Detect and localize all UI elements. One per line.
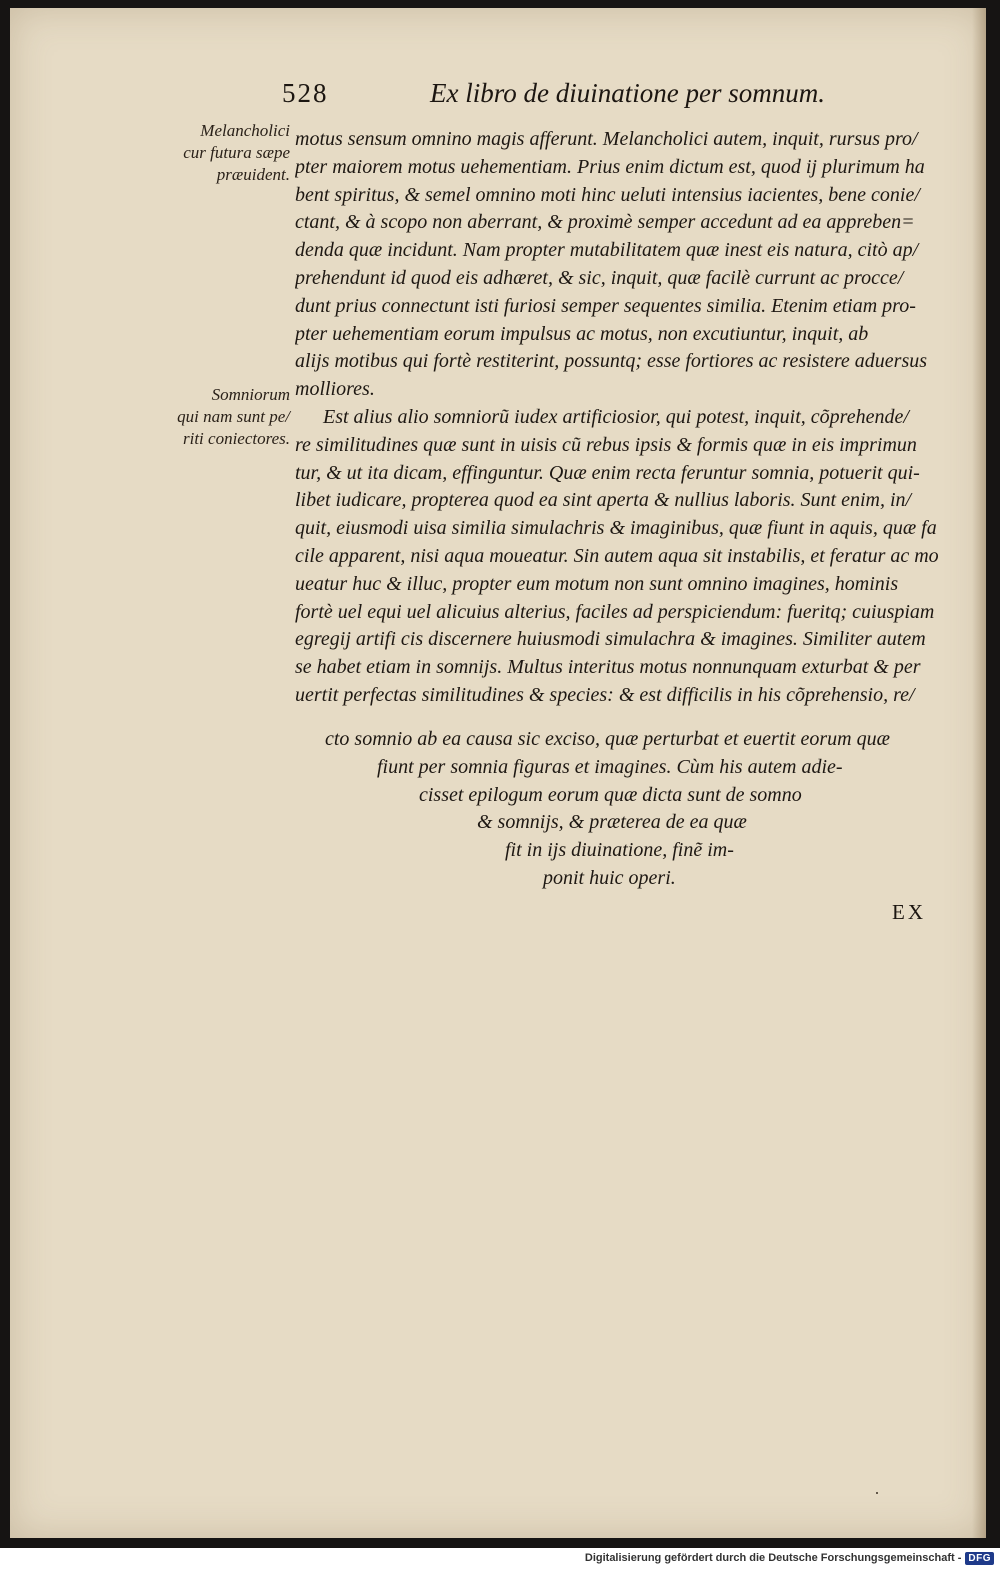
text-line: dunt prius connectunt isti furiosi semper sequentes similia. Etenim etiam pro- (295, 294, 916, 317)
text-line: pter uehementiam eorum impulsus ac motus, non excutiuntur, inquit, ab (295, 322, 869, 345)
marginal-line: cur futura sæpe (183, 143, 290, 162)
text-line: & somnijs, & præterea de ea quæ (477, 811, 747, 834)
marginal-line: qui nam sunt pe/ (177, 407, 290, 426)
text-line: se habet etiam in somnijs. Multus interitus motus nonnunquam exturbat & per (295, 656, 921, 679)
text-line: ponit huic operi. (543, 866, 676, 889)
marginal-line: riti coniectores. (182, 429, 290, 448)
text-line: cto somnio ab ea causa sic exciso, quæ perturbat et euertit eorum quæ (325, 728, 890, 750)
paragraph-melancholici (295, 126, 955, 404)
tapered-ending (295, 726, 955, 893)
text-line: pter maiorem motus uehementiam. Prius enim dictum est, quod ij plurimum ha (295, 155, 925, 178)
text-line: quit, eiusmodi uisa similia simulachris & imaginibus, quæ fiunt in aquis, quæ fa (295, 517, 937, 540)
marginal-line: præuident. (216, 165, 290, 184)
page-edge-shadow (972, 8, 986, 1538)
text-line: alijs motibus qui fortè restiterint, possuntq; esse fortiores ac resistere aduersus (295, 350, 928, 373)
dfg-logo-icon: DFG (965, 1552, 994, 1565)
catchword: EX (892, 900, 926, 924)
text-line: cile apparent, nisi aqua moueatur. Sin autem aqua sit instabilis, et feratur ac mo (295, 544, 939, 567)
text-line: ueatur huc & illuc, propter eum motum non sunt omnino imagines, hominis (295, 572, 899, 595)
text-line: re similitudines quæ sunt in uisis cũ rebus ipsis & formis quæ in eis imprimun (295, 433, 917, 456)
text-line: uertit perfectas similitudines & species: & est difficilis in his cõprehensio, re/ (295, 683, 915, 706)
text-line: libet iudicare, propterea quod ea sint aperta & nullius laboris. Sunt enim, in/ (295, 489, 912, 512)
text-line: tur, & ut ita dicam, effinguntur. Quæ enim recta feruntur somnia, potuerit qui- (295, 461, 920, 484)
paper-speck (876, 1492, 878, 1494)
text-line: ctant, & à scopo non aberrant, & proximè semper accedunt ad ea appreben= (295, 211, 915, 234)
text-line: fortè uel equi uel alicuius alterius, faciles ad perspiciendum: fueritq; cuiuspiam (295, 600, 935, 623)
marginal-line: Melancholici (200, 121, 290, 140)
credit-text: Digitalisierung gefördert durch die Deutsche Forschungsgemeinschaft - (584, 1552, 962, 1564)
page-number: 528 (282, 78, 329, 108)
text-line: prehendunt id quod eis adhæret, & sic, inquit, quæ facilè currunt ac procce/ (295, 266, 904, 289)
digitization-credit (585, 1550, 994, 1566)
marginal-note-melancholici (150, 120, 290, 186)
marginal-line: Somniorum (211, 385, 290, 404)
text-line: denda quæ incidunt. Nam propter mutabilitatem quæ inest eis natura, citò ap/ (295, 239, 919, 262)
text-line: motus sensum omnino magis afferunt. Melancholici autem, inquit, rursus pro/ (295, 128, 918, 150)
text-line: egregij artifi cis discernere huiusmodi simulachra & imagines. Similiter autem (295, 628, 926, 651)
text-line: Est alius alio somniorũ iudex artificiosior, qui potest, inquit, cõprehende/ (323, 405, 909, 428)
running-title: Ex libro de diuinatione per somnum. (430, 78, 825, 108)
text-line: fiunt per somnia figuras et imagines. Cùm his autem adie- (377, 755, 843, 778)
main-text-block (295, 126, 955, 710)
marginal-note-somniorum (150, 384, 290, 450)
paragraph-somniorum (295, 404, 955, 710)
text-line: molliores. (295, 378, 375, 401)
text-line: cisset epilogum eorum quæ dicta sunt de somno (419, 783, 802, 806)
text-line: fit in ijs diuinatione, finẽ im- (505, 839, 734, 862)
text-line: bent spiritus, & semel omnino moti hinc ueluti intensius iacientes, bene conie/ (295, 183, 920, 206)
